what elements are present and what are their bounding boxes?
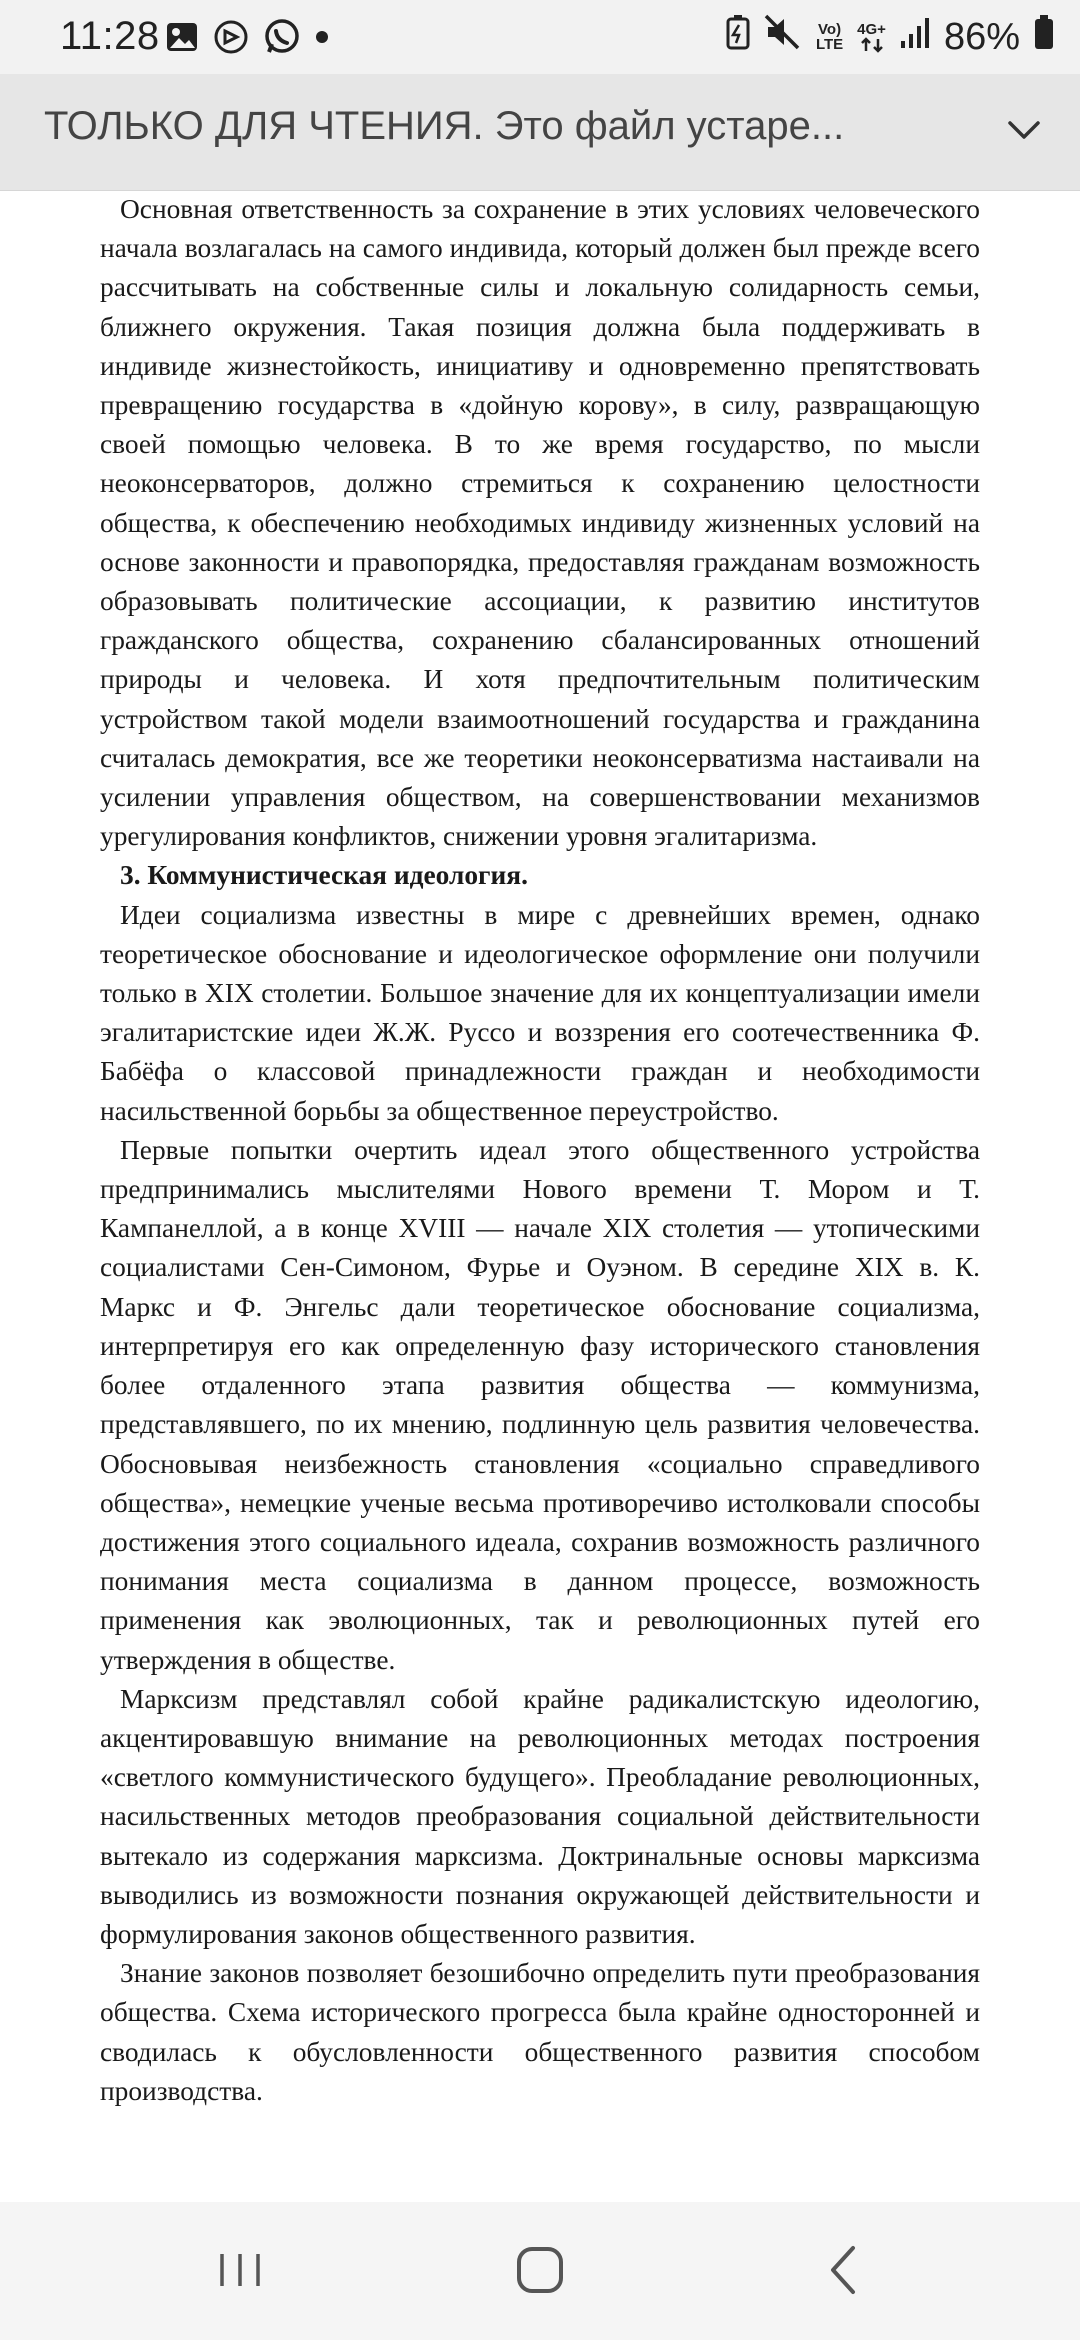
dot-icon <box>315 30 329 49</box>
battery-icon <box>1034 14 1054 60</box>
signal-icon <box>900 16 930 59</box>
notification-icons <box>165 18 329 61</box>
battery-percent: 86% <box>943 15 1020 58</box>
status-time: 11:28 <box>60 14 160 58</box>
volte-label-bottom: LTE <box>815 36 844 53</box>
status-right <box>726 14 1054 60</box>
network-icon <box>857 22 886 53</box>
paragraph: Первые попытки очертить идеал этого общественного устройства предпринимались мыслителями Нового времени Т. Мором и Т. Кампанеллой, а в конце XVIII — начале XIX столетия — утопическими социалистами Сен-Симоном, Фурье и Оуэном. В середине XIX в. К. Маркс и Ф. Энгельс дали теоретическое обоснование социализма, интерпретируя его как определенную фазу исторического становления более отдаленного этапа развития общества — коммунизма, представлявшего, по их мнению, подлинную цель развития человечества. Обосновывая неизбежность становления «социально справедливого общества», немецкие ученые весьма противоречиво истолковали способы достижения этого социального идеала, сохранив возможность различного понимания места социализма в данном процессе, возможность применения как эволюционных, так и революционных путей его утверждения в обществе. <box>100 1134 980 1675</box>
status-bar <box>0 0 1080 74</box>
chevron-down-icon[interactable] <box>1004 110 1044 155</box>
paragraph: Марксизм представлял собой крайне радикалистскую идеологию, акцентировавшую внимание на революционных методах построения «светлого коммунистического будущего». Преобладание революционных, насильственных методов преобразования социальной действительности вытекало из содержания марксизма. Доктринальные основы марксизма выводились из возможности познания окружающей действительности и формулирования законов общественного развития. <box>100 1683 980 1949</box>
paragraph: Знание законов позволяет безошибочно определить пути преобразования общества. Схема исторического прогресса была крайне односторонней и сводилась к обусловленности общественного развития способом производства. <box>100 1958 980 2106</box>
read-only-message: ТОЛЬКО ДЛЯ ЧТЕНИЯ. Это файл устаре... <box>44 104 845 148</box>
network-label: 4G+ <box>857 20 886 38</box>
home-icon[interactable] <box>510 2240 570 2305</box>
paragraph: Идеи социализма известны в мире с древнейших времен, однако теоретическое обоснование и идеологическое оформление они получили только в XIX столетии. Большое значение для их концептуализации имели эгалитаристские идеи Ж.Ж. Руссо и воззрения его соотечественника Ф. Бабёфа о классовой принадлежности граждан и необходимости насильственной борьбы за общественное переустройство. <box>100 899 980 1126</box>
back-icon[interactable] <box>815 2240 875 2305</box>
section-heading: 3. Коммунистическая идеология. <box>120 860 528 891</box>
image-icon <box>165 20 199 59</box>
chat-app-icon <box>213 19 249 60</box>
navigation-bar <box>0 2202 1080 2340</box>
mute-icon <box>764 14 802 60</box>
volte-label-top: Vo) <box>818 21 842 38</box>
whatsapp-icon <box>263 18 301 61</box>
document-content[interactable] <box>100 190 980 2202</box>
battery-saver-icon <box>726 14 750 60</box>
read-only-banner[interactable] <box>0 74 1080 191</box>
volte-icon <box>816 22 843 52</box>
recent-apps-icon[interactable] <box>210 2240 270 2305</box>
paragraph: Основная ответственность за сохранение в этих условиях человеческого начала возлагалась на самого индивида, который должен был прежде всего рассчитывать на собственные силы и локальную солидарность семьи, ближнего окружения. Такая позиция должна была поддерживать в индивиде жизнестойкость, инициативу и одновременно препятствовать превращению государства в «дойную корову», в силу, развращающую своей помощью человека. В то же время государство, по мысли неоконсерваторов, должно стремиться к сохранению целостности общества, к обеспечению необходимых индивиду жизненных условий на основе законности и правопорядка, предоставляя гражданам возможность образовывать политические ассоциации, к развитию институтов гражданского общества, сохранению сбалансированных отношений природы и человека. И хотя предпочтительным политическим устройством такой модели взаимоотношений государства и гражданина считалась демократия, все же теоретики неоконсерватизма настаивали на усилении управления обществом, на совершенствовании механизмов урегулирования конфликтов, снижении уровня эгалитаризма. <box>100 194 980 852</box>
